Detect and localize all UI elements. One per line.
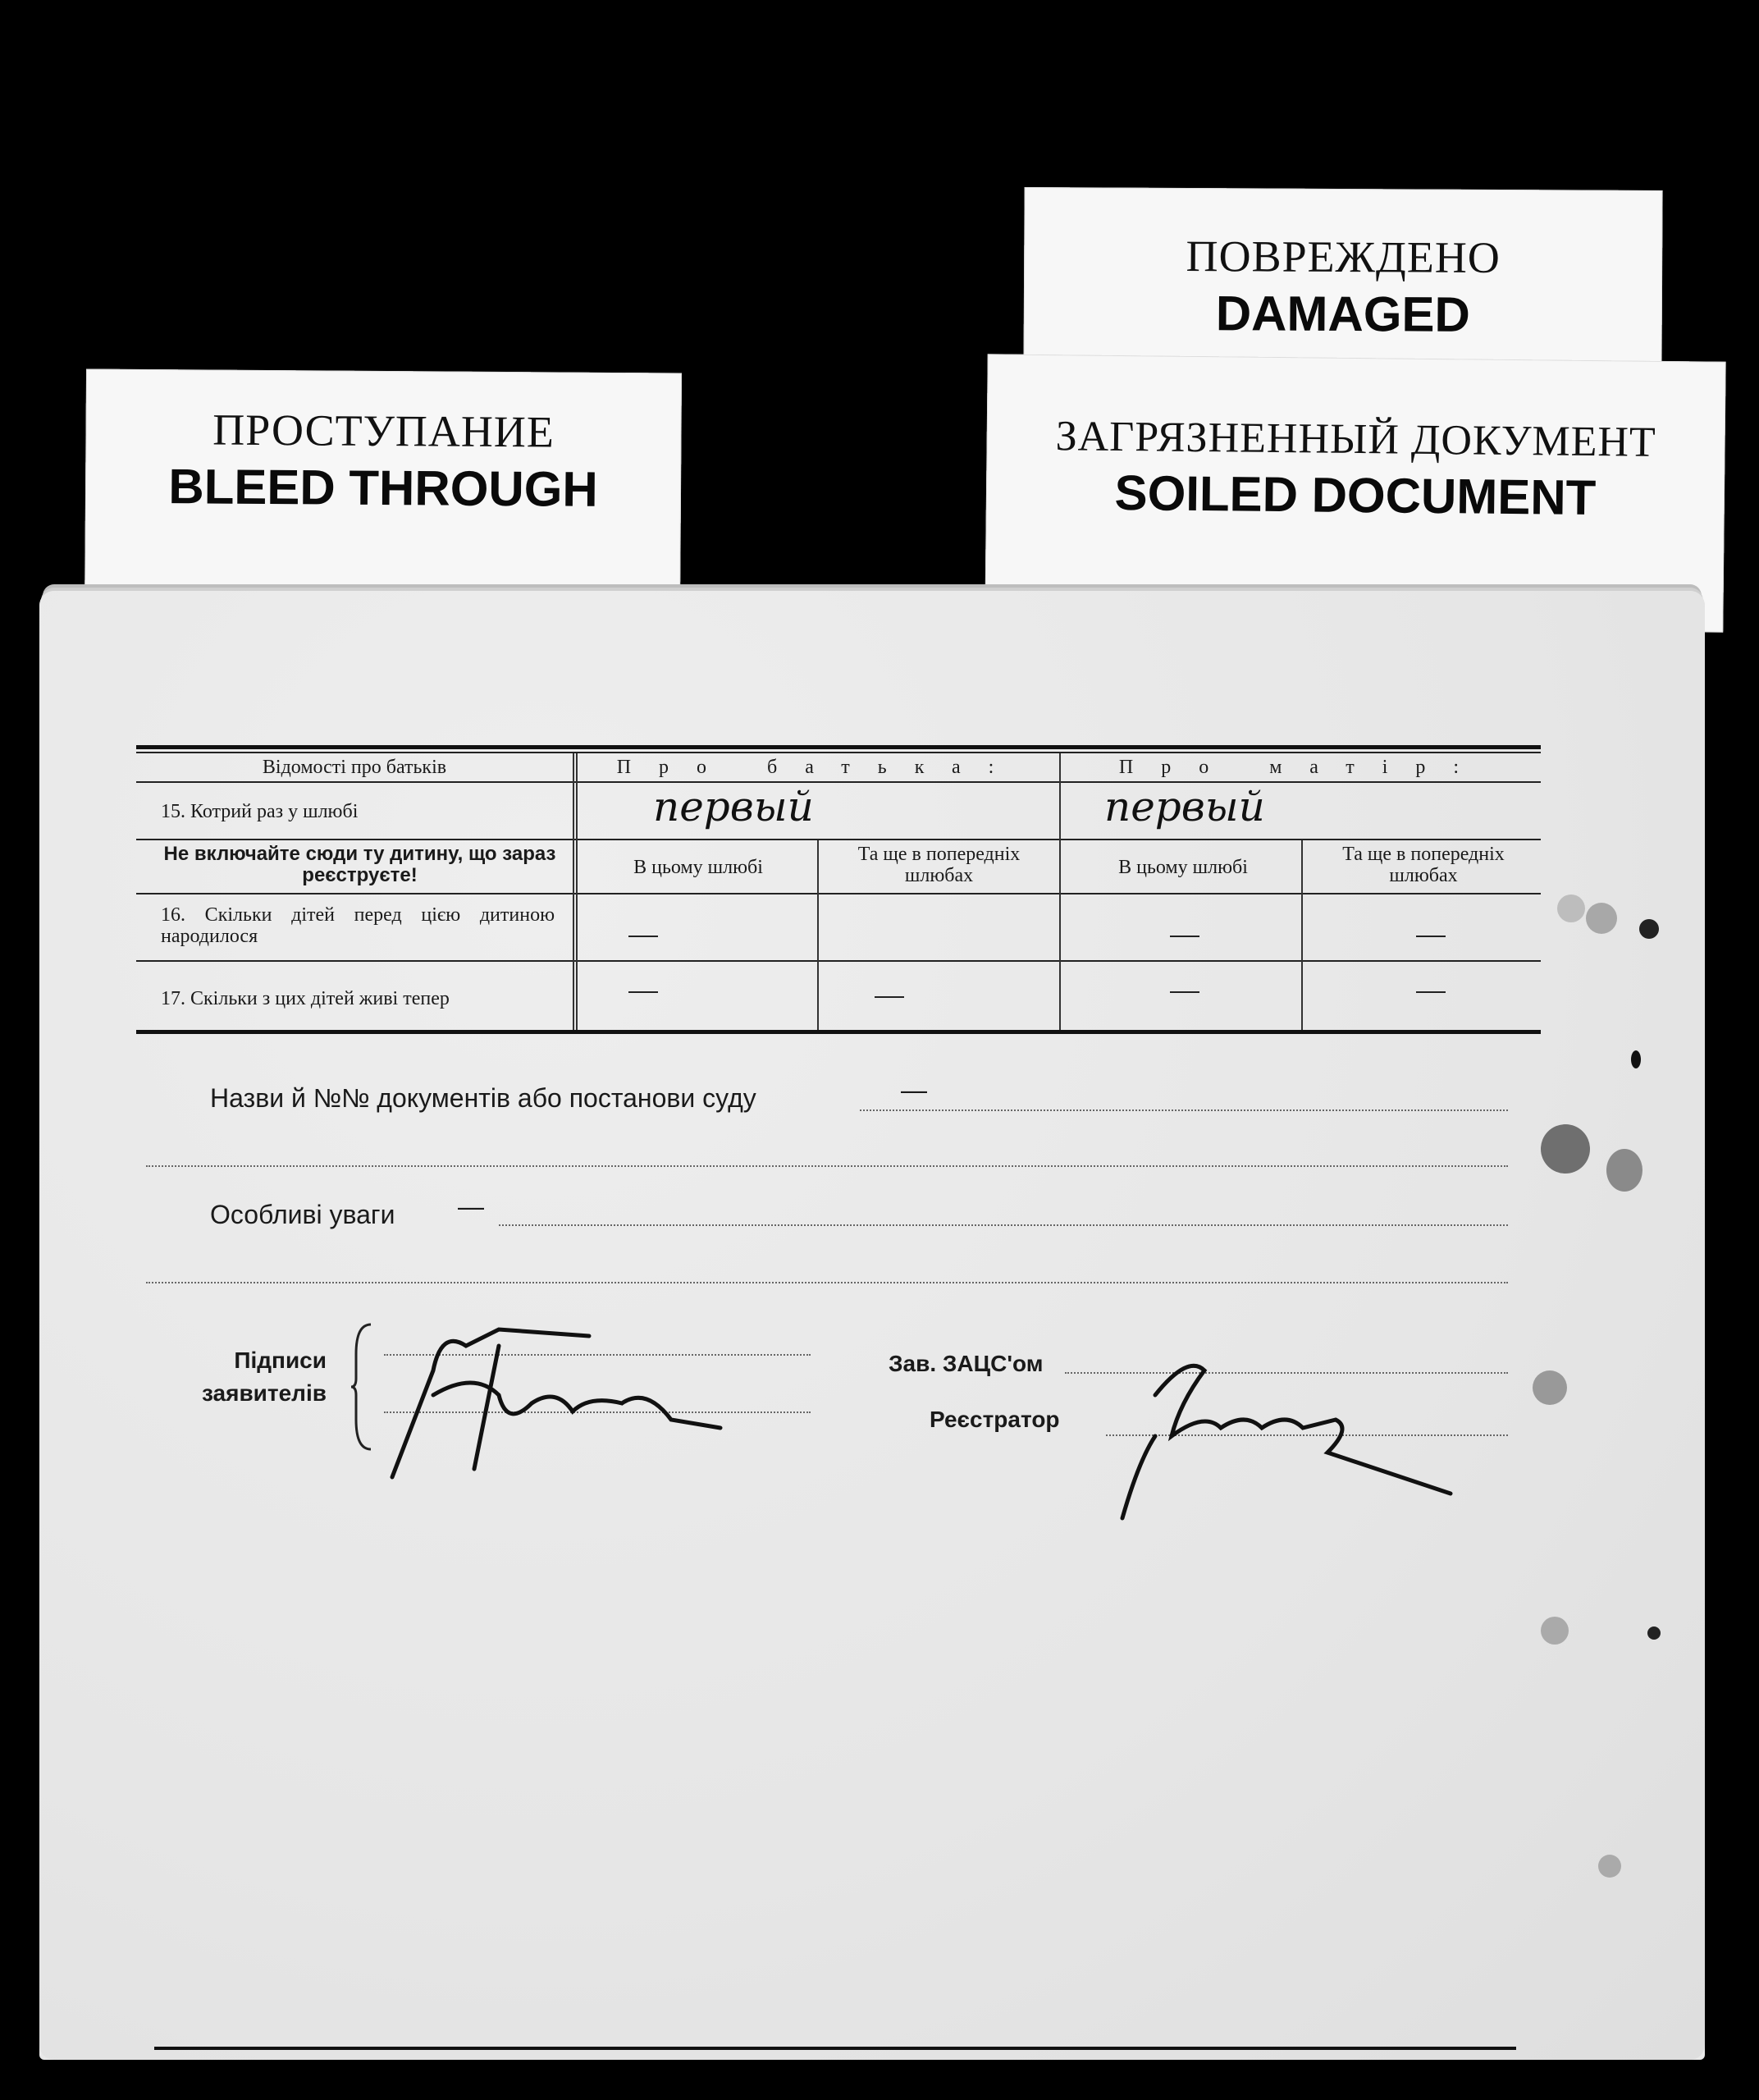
header-father: Про батька: bbox=[616, 757, 1022, 778]
father-this-marriage: В цьому шлюбі bbox=[633, 857, 763, 878]
bleed-through-tag bbox=[85, 368, 682, 619]
stain-mark bbox=[1647, 1626, 1661, 1640]
warning-note: Не включайте сюди ту дитину, що зараз реєструєте! bbox=[163, 843, 556, 886]
documents-label: Назви й №№ документів або постанови суду bbox=[210, 1083, 756, 1113]
documents-value: — bbox=[901, 1075, 927, 1105]
stain-mark bbox=[1639, 919, 1659, 939]
stain-mark bbox=[1631, 1050, 1641, 1068]
row16-dash bbox=[1416, 936, 1446, 937]
stain-mark bbox=[1541, 1617, 1569, 1645]
stain-mark bbox=[1557, 894, 1585, 922]
damaged-tag-ru: ПОВРЕЖДЕНО bbox=[1186, 231, 1501, 283]
bottom-rule bbox=[154, 2047, 1516, 2050]
bleed-tag-ru: ПРОСТУПАНИЕ bbox=[212, 405, 555, 457]
row17-dash bbox=[628, 991, 658, 993]
row17-dash bbox=[1416, 991, 1446, 993]
row15-label: 15. Котрий раз у шлюбі bbox=[161, 801, 359, 822]
damaged-tag-en: DAMAGED bbox=[1215, 286, 1471, 342]
header-parents-info: Відомості про батьків bbox=[262, 757, 447, 778]
stain-mark bbox=[1533, 1370, 1567, 1405]
document-page bbox=[39, 591, 1705, 2060]
header-mother: Про матір: bbox=[1118, 757, 1487, 778]
registrar-label: Реєстратор bbox=[930, 1407, 1060, 1432]
stain-mark bbox=[1541, 1124, 1590, 1174]
soiled-tag-en: SOILED DOCUMENT bbox=[1114, 464, 1597, 526]
stain-mark bbox=[1586, 903, 1617, 934]
documents-dotted-line bbox=[860, 1109, 1508, 1111]
row15-mother-handwritten: первый bbox=[1104, 783, 1265, 830]
mother-prev-marriages: Та ще в попередніх шлюбах bbox=[1342, 844, 1505, 886]
soiled-tag-ru: ЗАГРЯЗНЕННЫЙ ДОКУМЕНТ bbox=[1055, 413, 1657, 466]
notes-label: Особливі уваги bbox=[210, 1200, 395, 1229]
documents-dotted-line-2 bbox=[146, 1165, 1508, 1167]
row17-dash bbox=[875, 996, 904, 998]
mother-this-marriage: В цьому шлюбі bbox=[1118, 857, 1248, 878]
head-zags-label: Зав. ЗАЦС'ом bbox=[889, 1351, 1044, 1376]
row17-dash bbox=[1170, 991, 1199, 993]
applicants-signatures-label: Підписи заявителів bbox=[202, 1347, 327, 1406]
row17-label: 17. Скільки з цих дітей живі тепер bbox=[161, 988, 450, 1009]
bleed-tag-en: BLEED THROUGH bbox=[168, 459, 598, 517]
applicant-signature bbox=[376, 1297, 786, 1485]
registrar-signature bbox=[1090, 1338, 1516, 1535]
row16-label: 16. Скільки дітей перед цією дитиною народилося bbox=[161, 904, 555, 947]
notes-value: — bbox=[458, 1192, 484, 1221]
stain-mark bbox=[1606, 1149, 1642, 1192]
row15-father-handwritten: первый bbox=[653, 783, 814, 830]
notes-dotted-line bbox=[499, 1224, 1508, 1226]
row16-dash bbox=[628, 936, 658, 937]
stain-mark bbox=[1598, 1855, 1621, 1878]
row16-dash bbox=[1170, 936, 1199, 937]
applicants-brace bbox=[351, 1321, 376, 1453]
notes-dotted-line-2 bbox=[146, 1282, 1508, 1283]
father-prev-marriages: Та ще в попередніх шлюбах bbox=[857, 844, 1021, 886]
